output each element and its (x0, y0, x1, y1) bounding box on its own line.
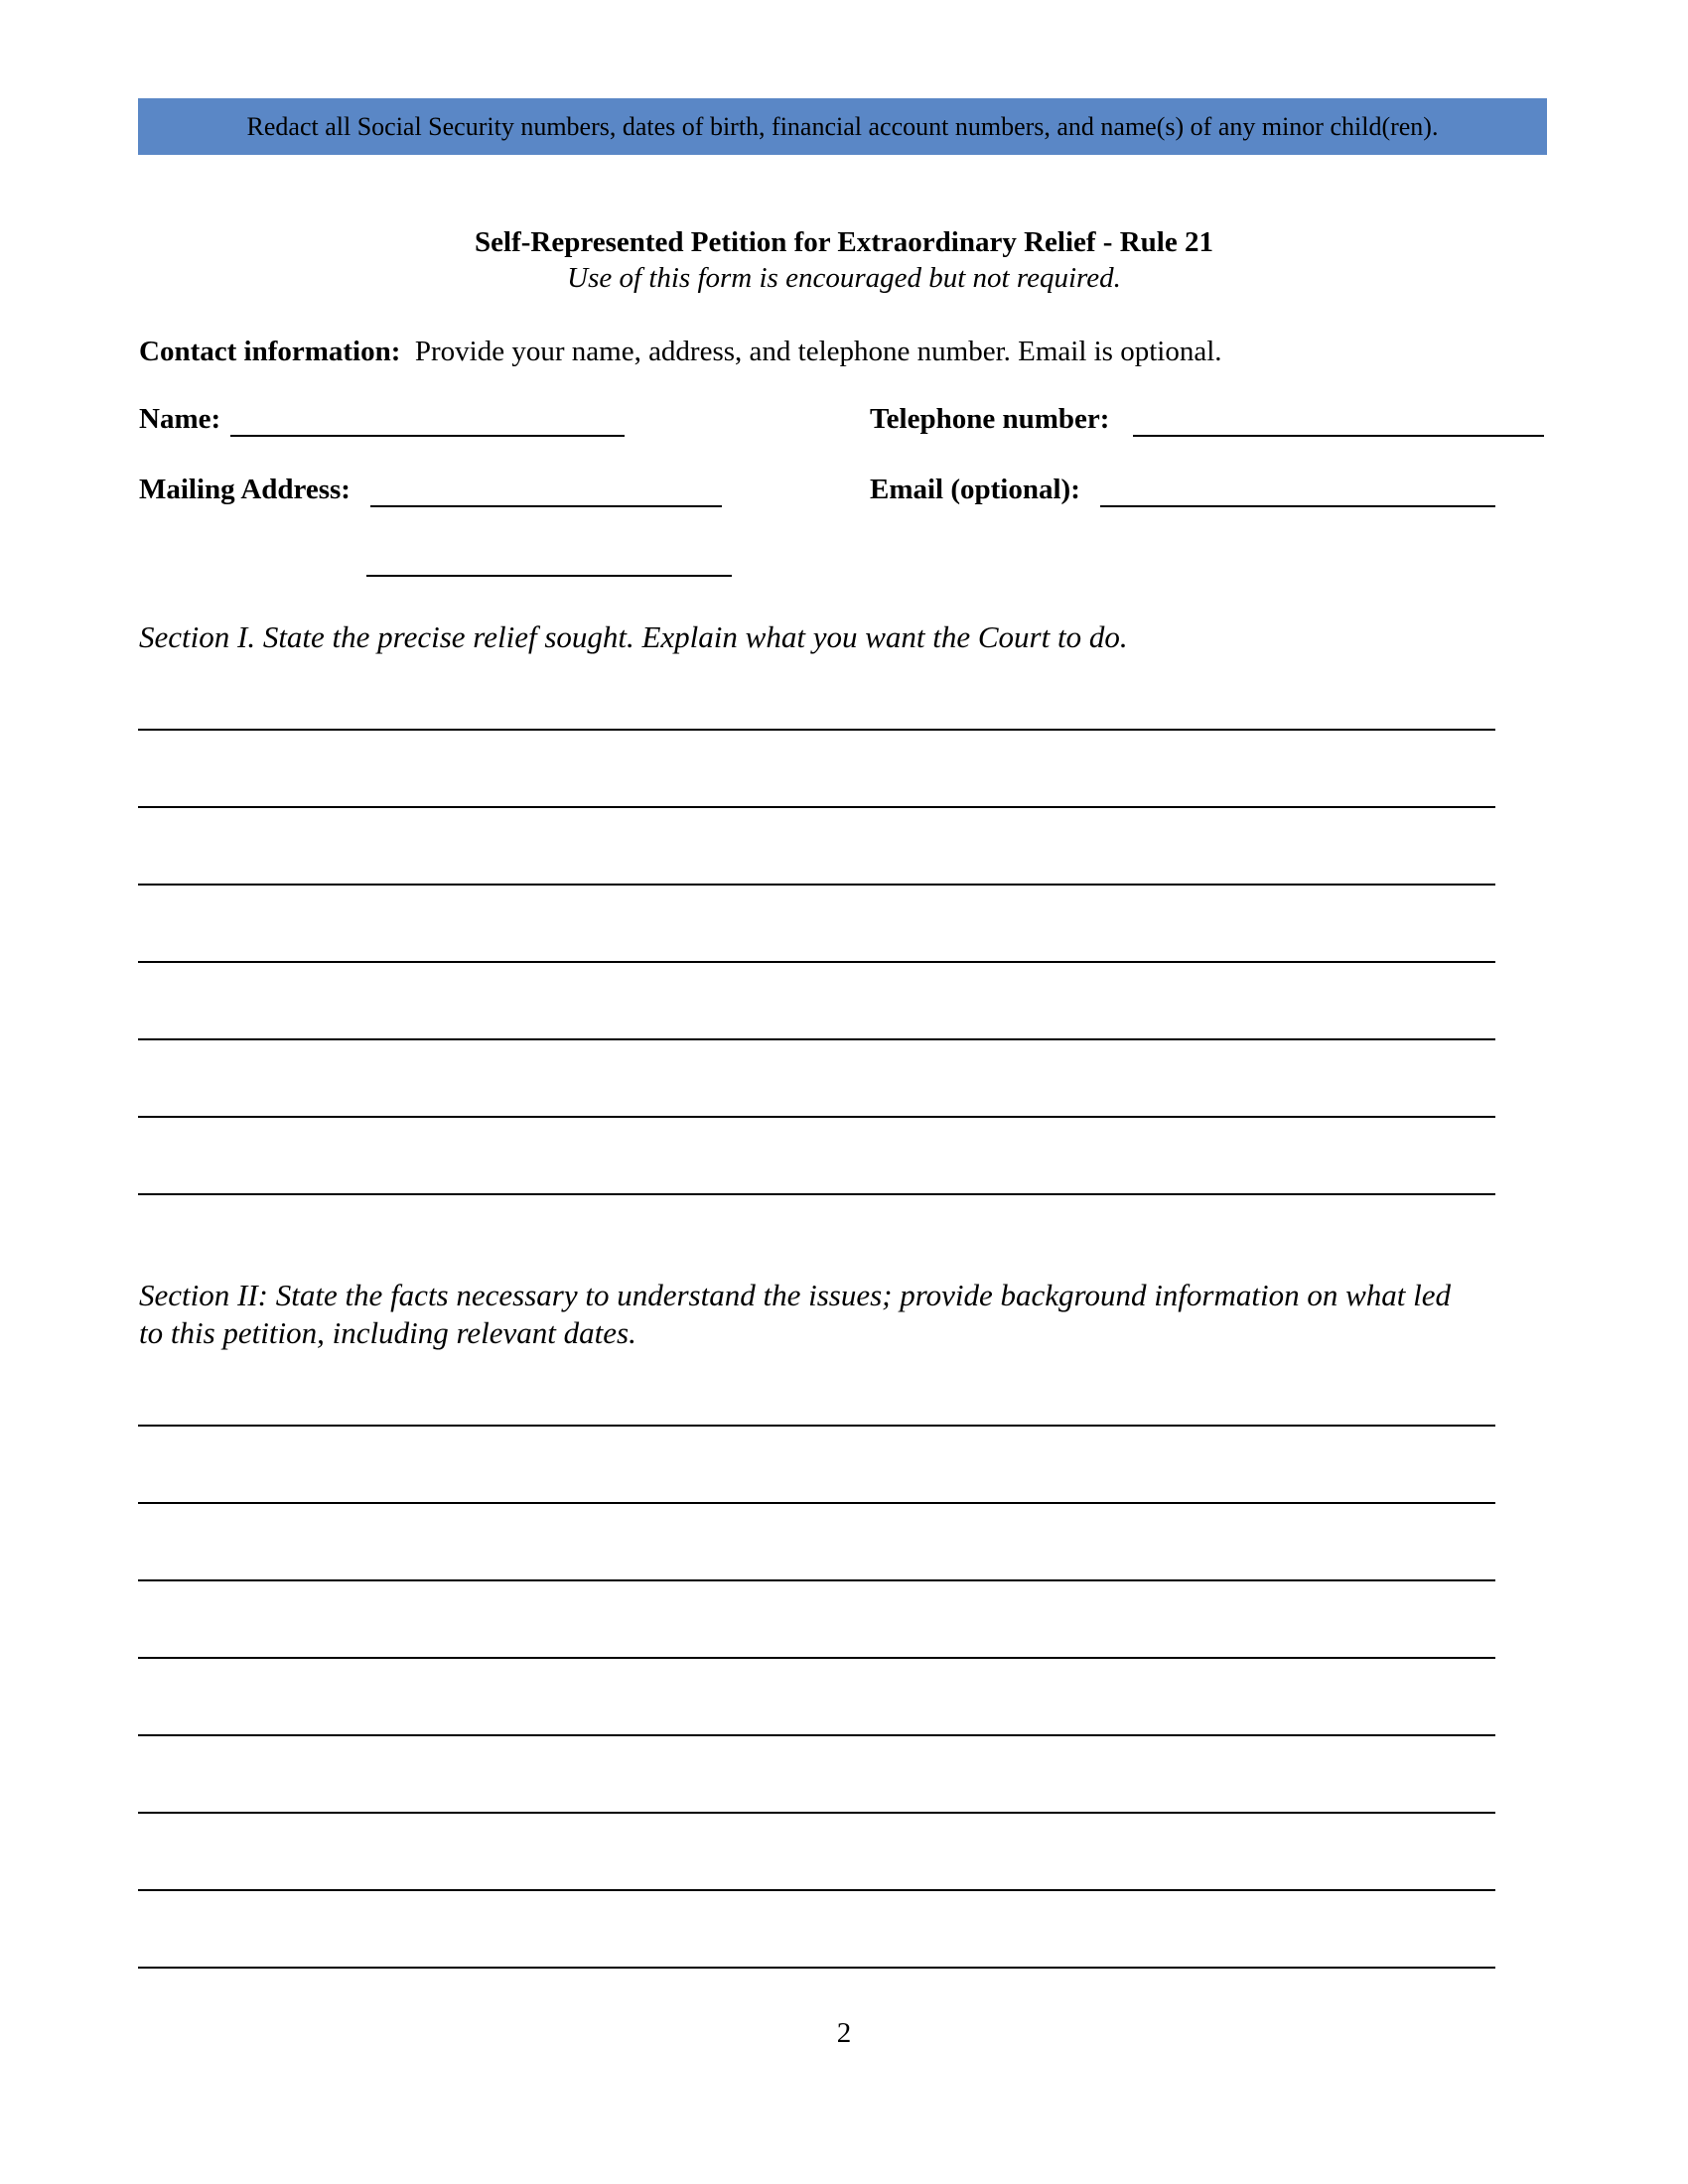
telephone-label: Telephone number: (870, 403, 1110, 435)
form-title: Self-Represented Petition for Extraordinary Relief - Rule 21 (475, 226, 1213, 258)
section-1-answer-line[interactable] (138, 806, 1495, 808)
name-label: Name: (139, 403, 221, 435)
section-2-answer-line[interactable] (138, 1812, 1495, 1814)
section-1-answer-line[interactable] (138, 961, 1495, 963)
name-field[interactable] (230, 435, 625, 437)
form-subtitle: Use of this form is encouraged but not required. (567, 262, 1121, 294)
section-2-answer-line[interactable] (138, 1425, 1495, 1427)
mailing-address-line-2[interactable] (366, 575, 732, 577)
section-1-answer-line[interactable] (138, 1193, 1495, 1195)
section-2-answer-line[interactable] (138, 1889, 1495, 1891)
email-label: Email (optional): (870, 474, 1080, 505)
section-1-prompt: Section I. State the precise relief sought. Explain what you want the Court to do. (139, 619, 1128, 654)
telephone-field[interactable] (1133, 435, 1544, 437)
section-2-answer-line[interactable] (138, 1502, 1495, 1504)
redaction-notice-banner (138, 98, 1547, 155)
section-2-answer-line[interactable] (138, 1734, 1495, 1736)
mailing-address-line-1[interactable] (370, 505, 722, 507)
mailing-address-label: Mailing Address: (139, 474, 351, 505)
redaction-notice-text: Redact all Social Security numbers, dates of birth, financial account numbers, and name(s) of any minor child(ren). (246, 111, 1439, 141)
email-field[interactable] (1100, 505, 1495, 507)
contact-instructions (139, 336, 1222, 368)
section-2-answer-line[interactable] (138, 1967, 1495, 1969)
section-1-answer-line[interactable] (138, 1038, 1495, 1040)
page-number: 2 (836, 2017, 852, 2049)
section-1-answer-line[interactable] (138, 729, 1495, 731)
section-1-answer-line[interactable] (138, 884, 1495, 886)
section-2-answer-line[interactable] (138, 1657, 1495, 1659)
contact-label: Contact information: (139, 336, 401, 367)
section-2-answer-line[interactable] (138, 1579, 1495, 1581)
section-2-prompt: Section II: State the facts necessary to understand the issues; provide background information on what led to this petition, including relevant dates. (139, 1278, 1452, 1350)
contact-instructions-text: Provide your name, address, and telephone number. Email is optional. (414, 336, 1222, 367)
section-1-answer-line[interactable] (138, 1116, 1495, 1118)
